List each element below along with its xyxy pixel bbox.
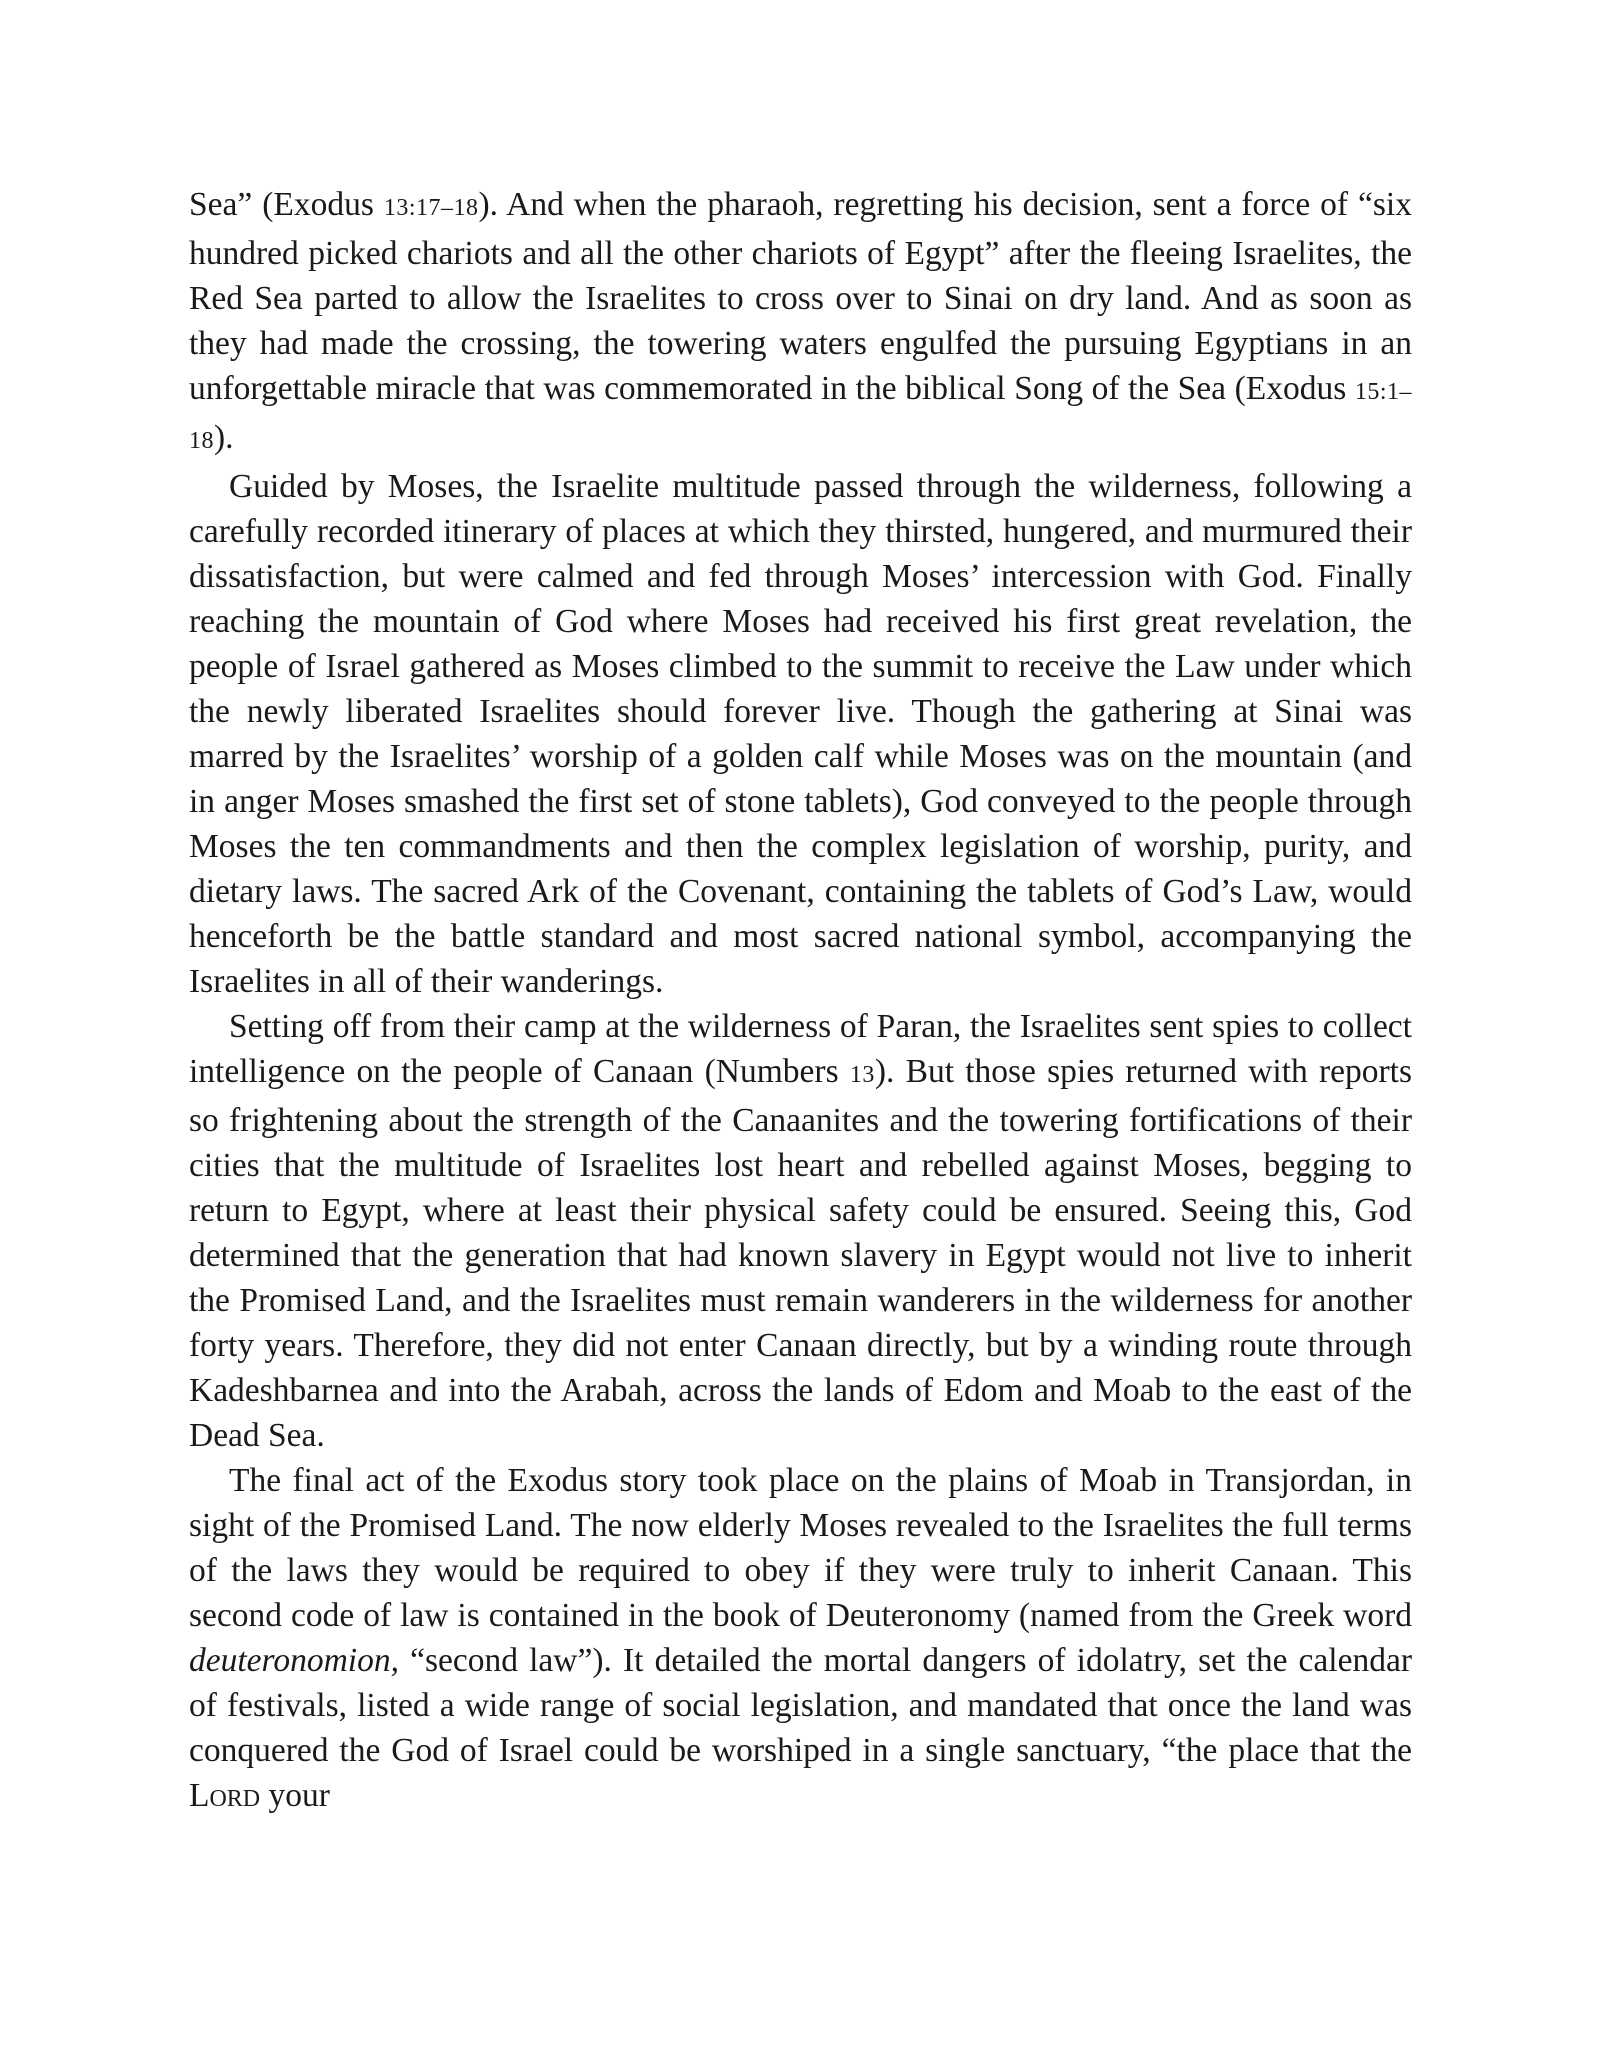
paragraph-4: The final act of the Exodus story took place on the plains of Moab in Transjordan, in sight of the Promised Land. The now elderly Moses revealed to the Israelites the full terms of the laws they would be required to obey if they were truly to inherit Canaan. This second code of law is contained in the book of Deuteronomy (named from the Greek word deuteronomion, “second law”). It detailed the mortal dangers of idolatry, set the calendar of festivals, listed a wide range of social legislation, and mandated that once the land was conquered the God of Israel could be worshiped in a single sanctuary, “the place that the LORD your [189,1462,1412,1814]
small-caps-lord: LORD [189,1777,261,1814]
document-page [189,182,1412,1822]
scripture-reference: 13:17–18 [383,195,479,221]
paragraph-3: Setting off from their camp at the wilderness of Paran, the Israelites sent spies to collect intelligence on the people of Canaan (Numbers 13). But those spies returned with reports so frightening about the strength of the Canaanites and the towering fortifications of their cities that the multitude of Israelites lost heart and rebelled against Moses, begging to return to Egypt, where at least their physical safety could be ensured. Seeing this, God determined that the generation that had known slavery in Egypt would not live to inherit the Promised Land, and the Israelites must remain wanderers in the wilderness for another forty years. Therefore, they did not enter Canaan directly, but by a winding route through Kadeshbarnea and into the Arabah, across the lands of Edom and Moab to the east of the Dead Sea. [189,1008,1412,1454]
paragraph-1: Sea” (Exodus 13:17–18). And when the pharaoh, regretting his decision, sent a force of “six hundred picked chariots and all the other chariots of Egypt” after the fleeing Israelites, the Red Sea parted to allow the Israelites to cross over to Sinai on dry land. And as soon as they had made the crossing, the towering waters engulfed the pursuing Egyptians in an unforgettable miracle that was commemorated in the biblical Song of the Sea (Exodus 15:1–18). [189,186,1412,456]
scripture-reference: 13 [849,1062,875,1088]
scripture-reference: 15:1–18 [189,379,1412,454]
paragraph-2: Guided by Moses, the Israelite multitude passed through the wilderness, following a carefully recorded itinerary of places at which they thirsted, hungered, and murmured their dissatisfaction, but were calmed and fed through Moses’ intercession with God. Finally reaching the mountain of God where Moses had received his first great revelation, the people of Israel gathered as Moses climbed to the summit to receive the Law under which the newly liberated Israelites should forever live. Though the gathering at Sinai was marred by the Israelites’ worship of a golden calf while Moses was on the mountain (and in anger Moses smashed the first set of stone tablets), God conveyed to the people through Moses the ten commandments and then the complex legislation of worship, purity, and dietary laws. The sacred Ark of the Covenant, containing the tablets of God’s Law, would henceforth be the battle standard and most sacred national symbol, accompanying the Israelites in all of their wanderings. [189,468,1412,1000]
greek-term: deuteronomion, [189,1642,399,1679]
